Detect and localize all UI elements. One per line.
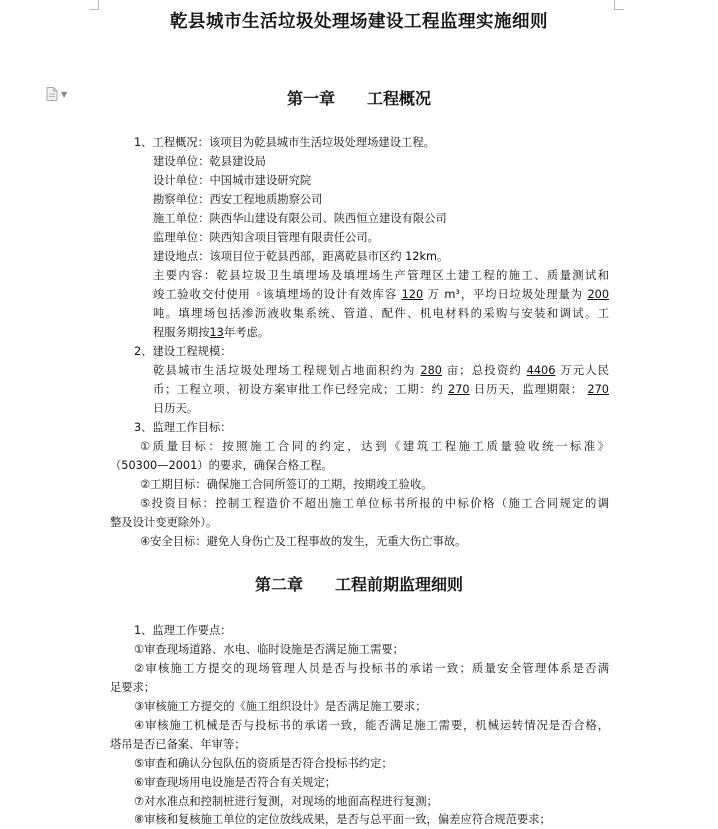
design-capacity-value: 120 [401,288,424,301]
ch1-line-10: 吨。填埋场包括渗沥液收集系统、管道、配件、机电材料的采购与安装和调试。工 [153,307,609,320]
ch1-line-11b: 年考虑。 [223,326,270,339]
ch1-line-5: 施工单位：陕西华山建设有限公司、陕西恒立建设有限公司 [153,212,447,225]
chevron-down-icon: ▼ [61,89,68,99]
chapter-1-heading: 第一章 工程概况 [286,89,431,108]
ch2-line-4: 足要求； [110,681,156,694]
ch1-line-20: ⑤投资目标：控制工程造价不超出施工单位标书所报的中标价格（施工合同规定的调 [140,497,609,510]
ch2-line-3: ②审核施工方提交的现场管理人员是否与投标书的承诺一致；质量安全管理体系是否满 [134,662,609,675]
daily-capacity-value: 200 [587,288,610,301]
supervision-period-value: 270 [587,383,609,396]
ch1-line-13b: 亩；总投资约 [446,364,522,377]
chapter-2-heading: 第二章 工程前期监理细则 [254,575,463,594]
ch1-line-9a: 竣工验收交付使用 ◦该填埋场的设计有效库容 [153,288,398,301]
ch1-line-16: 3、监理工作目标： [134,421,232,434]
ch2-line-10: ⑦对水准点和控制桩进行复测，对现场的地面高程进行复测； [134,795,438,808]
ch1-line-19: ②工期目标：确保施工合同所签订的工期，按期竣工验收。 [140,478,433,491]
ch1-line-14b: 日历天，监理期限： [474,383,584,396]
investment-value: 4406 [526,364,556,377]
ch2-line-2: ①审查现场道路、水电、临时设施是否满足施工需要； [134,643,404,656]
service-years-value: 13 [209,326,224,339]
site-area-value: 280 [420,364,442,377]
ch1-line-21: 整及设计变更除外）。 [110,516,218,529]
ch1-line-14 [153,380,609,399]
document-title: 乾县城市生活垃圾处理场建设工程监理实施细则 [170,12,548,32]
ch1-line-6: 监理单位：陕西知含项目管理有限责任公司。 [153,231,379,244]
ch2-line-11: ⑧审核和复核施工单位的定位放线成果，是否与总平面一致，偏差应符合规范要求； [134,813,551,826]
ch2-line-9: ⑥审查现场用电设施是否符合有关规定； [134,776,337,789]
ch2-line-5: ③审核施工方提交的《施工组织设计》是否满足施工要求； [134,700,427,713]
ch1-line-7: 建设地点：该项目位于乾县西部，距离乾县市区约 12km。 [153,250,449,263]
ch1-line-13 [153,361,609,380]
ch1-line-13c: 万元人民 [560,364,610,377]
ch2-line-7: 塔吊是否已备案、年审等； [110,738,246,751]
ch1-line-2: 建设单位：乾县建设局 [153,155,266,168]
ch1-line-18: （50300—2001）的要求，确保合格工程。 [110,459,333,472]
ch1-line-4: 勘察单位：西安工程地质勘察公司 [153,193,323,206]
construction-period-value: 270 [448,383,470,396]
ch1-line-13a: 乾县城市生活垃圾处理场工程规划占地面积约为 [153,364,416,377]
ch2-line-6: ④审核施工机械是否与投标书的承诺一致，能否满足施工需要，机械运转情况是否合格， [134,719,609,732]
ch1-line-9b: 万 m³，平均日垃圾处理量为 [427,288,583,301]
ch1-line-9 [153,285,609,304]
ch1-line-11a: 程服务期按 [153,326,210,339]
ch1-line-15: 日历天。 [153,402,199,415]
ch1-line-8: 主要内容：乾县垃圾卫生填埋场及填埋场生产管理区土建工程的施工、质量测试和 [153,269,609,282]
ch1-line-1: 1、工程概况：该项目为乾县城市生活垃圾处理场建设工程。 [134,136,435,149]
ch1-line-3: 设计单位：中国城市建设研究院 [153,174,312,187]
ch2-line-8: ⑤审查和确认分包队伍的资质是否符合投标书约定； [134,757,393,770]
ch1-line-17: ①质量目标：按照施工合同的约定，达到《建筑工程施工质量验收统一标准》 [140,440,609,453]
ch2-line-1: 1、监理工作要点： [134,624,232,637]
ch1-line-14a: 币；工程立项、初设方案审批工作已经完成；工期：约 [153,383,444,396]
ch1-line-12: 2、建设工程规模： [134,345,232,358]
ch1-line-11 [153,323,269,342]
ch1-line-22: ④安全目标：避免人身伤亡及工程事故的发生，无重大伤亡事故。 [140,535,467,548]
